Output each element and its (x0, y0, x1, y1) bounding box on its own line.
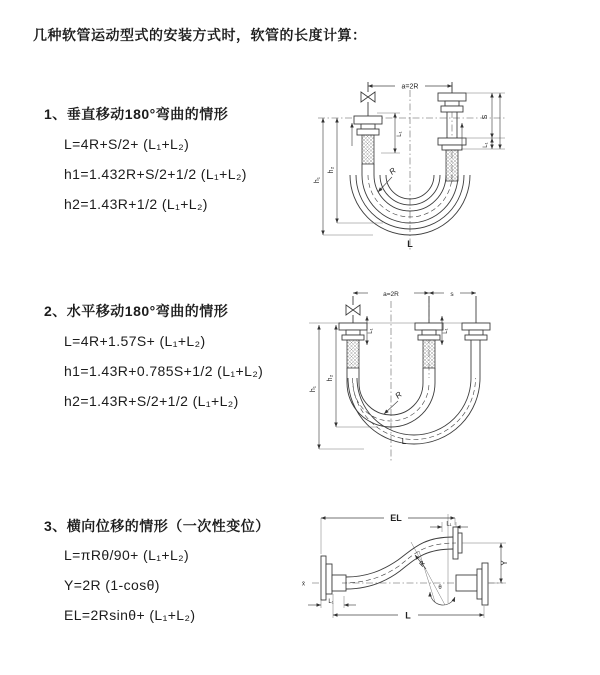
section-1-heading: 1、垂直移动180°弯曲的情形 (44, 106, 229, 122)
section-1-formula-L: L=4R+S/2+ (L₁+L₂) (64, 136, 190, 152)
dim-label-r: R (393, 389, 404, 401)
dim-label-l1-left: L₁ (397, 131, 403, 137)
diagram-vertical-180-bend (315, 70, 595, 262)
hose-u-curves (347, 378, 480, 444)
dim-label-h2: h₂ (327, 374, 334, 382)
pipes-and-fittings (321, 527, 488, 605)
flange (482, 563, 488, 605)
section-2-formula-L: L=4R+1.57S+ (L₁+L₂) (64, 333, 206, 349)
dim-label-theta: θ (438, 585, 442, 591)
centerline-mark: x̄ (302, 581, 305, 588)
section-3-heading: 3、横向位移的情形（一次性变位） (44, 518, 270, 534)
braided-hose-section (423, 340, 435, 368)
section-2-formula-h2: h2=1.43R+S/2+1/2 (L₁+L₂) (64, 393, 239, 409)
page-title: 几种软管运动型式的安装方式时，软管的长度计算： (33, 27, 367, 43)
dimension-lines (314, 84, 505, 250)
section-2-heading: 2、水平移动180°弯曲的情形 (44, 303, 229, 319)
dim-label-h1: h₁ (314, 176, 321, 184)
dim-label-h2: h₂ (328, 166, 335, 174)
flange (321, 556, 326, 600)
section-3-formula-Y: Y=2R (1-cosθ) (64, 577, 160, 593)
dim-label-y: Y (500, 560, 509, 566)
dim-label-l: L (405, 610, 411, 621)
valve-icon (346, 305, 353, 315)
diagram-horizontal-180-bend (306, 283, 596, 475)
diagram-lateral-displacement (298, 506, 600, 648)
section-2-formula-h1: h1=1.43R+0.785S+1/2 (L₁+L₂) (64, 363, 264, 379)
valve-icon (361, 92, 368, 102)
dim-label-r: R (418, 560, 428, 569)
dim-label-s: s (450, 290, 454, 298)
section-3-formula-L: L=πRθ/90+ (L₁+L₂) (64, 547, 190, 563)
centerlines (318, 84, 505, 250)
dim-label-l1-left: L₁ (328, 599, 334, 605)
dim-label-l1-left: L₁ (368, 328, 374, 334)
dimension-lines (310, 291, 476, 449)
dim-label-el: EL (390, 513, 402, 523)
construction-lines (411, 514, 448, 605)
dim-label-h1: h₁ (310, 385, 317, 393)
dim-label-l: L (407, 239, 413, 249)
dimension-lines (308, 513, 509, 621)
braided-hose-section (347, 340, 359, 368)
pipes-and-fittings (339, 296, 490, 383)
section-1-formula-h2: h2=1.43R+1/2 (L₁+L₂) (64, 196, 208, 212)
dim-label-a2r: a=2R (401, 83, 419, 91)
dim-label-l: L (401, 437, 407, 446)
section-3-formula-EL: EL=2Rsinθ+ (L₁+L₂) (64, 607, 196, 623)
dim-label-s: S (482, 114, 489, 120)
section-1-formula-h1: h1=1.432R+S/2+1/2 (L₁+L₂) (64, 166, 247, 182)
braided-hose-section (362, 135, 374, 164)
dim-label-l1-mid: L₁ (443, 328, 449, 334)
hose-s-curve (342, 537, 456, 589)
dim-label-l1-right: L₁ (483, 142, 489, 148)
dim-label-l1-top: L₁ (446, 521, 452, 528)
dim-label-r: R (387, 165, 398, 177)
dim-label-a2r: a=2R (383, 290, 399, 298)
